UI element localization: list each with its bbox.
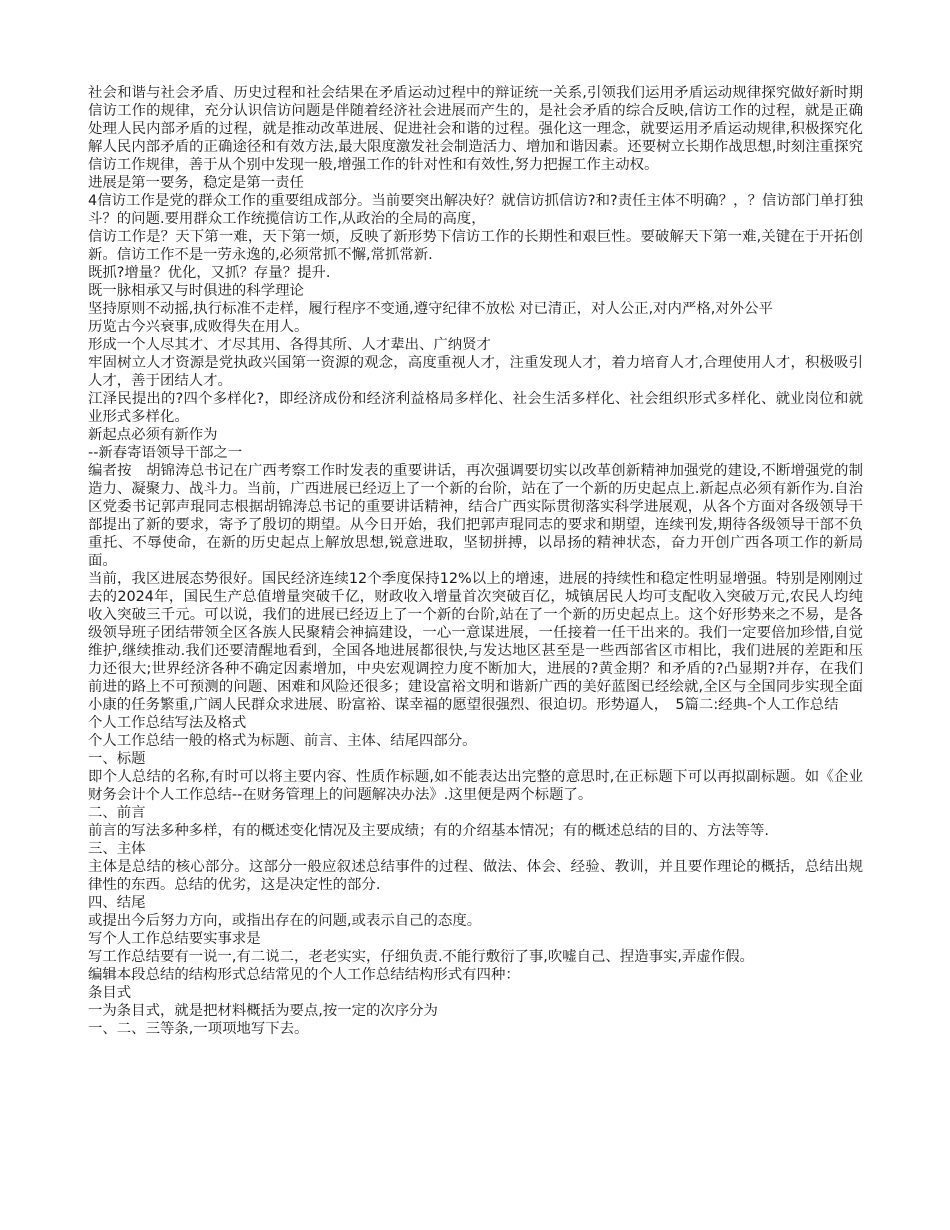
paragraph: 编辑本段总结的结构形式总结常见的个人工作总结结构形式有四种：: [88, 967, 520, 983]
paragraph: 信访工作是？天下第一难，天下第一烦，反映了新形势下信访工作的长期性和艰巨性。要破解天下第一难,关键在于开拓创新。信访工作不是一劳永逸的,必须常抓不懈,常抓常新.: [88, 229, 863, 263]
section-heading: 写个人工作总结要实事求是: [88, 931, 261, 947]
section-heading: 一、标题: [88, 751, 146, 767]
section-heading: 形成一个人尽其才、才尽其用、各得其所、人才辈出、广纳贤才: [88, 337, 491, 353]
section-heading: 条目式: [88, 985, 132, 1001]
paragraph: 江泽民提出的?四个多样化?，即经济成份和经济利益格局多样化、社会生活多样化、社会组织形式多样化、就业岗位和就业形式多样化。: [88, 391, 863, 425]
paragraph: 社会和谐与社会矛盾、历史过程和社会结果在矛盾运动过程中的辩证统一关系,引领我们运用矛盾运动规律探究做好新时期信访工作的规律，充分认识信访问题是伴随着经济社会进展而产生的，是社会矛盾的综合反映,信访工作的过程，就是正确处理人民内部矛盾的过程，就是推动改革进展、促进社会和谐的过程。强化这一理念，就要运用矛盾运动规律,积极探究化解人民内部矛盾的正确途径和有效方法,最大限度激发社会制造活力、增加和谐因素。还要树立长期作战思想,时刻注重探究信访工作规律，善于从个别中发现一般,增强工作的针对性和有效性,努力把握工作主动权。: [88, 85, 863, 173]
paragraph: 4信访工作是党的群众工作的重要组成部分。当前要突出解决好？就信访抓信访?和?责任主体不明确？，？信访部门单打独斗？的问题.要用群众工作统揽信访工作,从政治的全局的高度，: [88, 193, 863, 227]
section-heading: 四、结尾: [88, 895, 146, 911]
paragraph: 坚持原则不动摇,执行标准不走样，履行程序不变通,遵守纪律不放松 对已清正，对人公正,对内严格,对外公平: [88, 301, 773, 317]
paragraph: 既抓?增量？优化，又抓？存量？提升.: [88, 265, 331, 281]
paragraph: 历览古今兴衰事,成败得失在用人。: [88, 319, 309, 335]
paragraph: 一为条目式，就是把材料概括为要点,按一定的次序分为: [88, 1003, 438, 1019]
paragraph: 即个人总结的名称,有时可以将主要内容、性质作标题,如不能表达出完整的意思时,在正标题下可以再拟副标题。如《企业财务会计个人工作总结--在财务管理上的问题解决办法》.这里便是两个标题了。: [88, 769, 863, 803]
section-heading: 既一脉相承又与时俱进的科学理论: [88, 283, 304, 299]
paragraph: 前言的写法多种多样，有的概述变化情况及主要成绩；有的介绍基本情况；有的概述总结的目的、方法等等.: [88, 823, 769, 839]
paragraph: 主体是总结的核心部分。这部分一般应叙述总结事件的过程、做法、体会、经验、教训，并且要作理论的概括，总结出规律性的东西。总结的优劣，这是决定性的部分.: [88, 859, 863, 893]
paragraph: 写工作总结要有一说一,有二说二，老老实实，仔细负责.不能行敷衍了事,吹嘘自己、捏造事实,弄虚作假。: [88, 949, 754, 965]
paragraph: 或提出今后努力方向，或指出存在的问题,或表示自己的态度。: [88, 913, 482, 929]
section-heading: 三、主体: [88, 841, 146, 857]
article-title: 新起点必须有新作为: [88, 427, 218, 443]
section-heading: 个人工作总结写法及格式: [88, 715, 247, 731]
section-heading: 二、前言: [88, 805, 146, 821]
paragraph: 个人工作总结一般的格式为标题、前言、主体、结尾四部分。: [88, 733, 477, 749]
paragraph: 当前，我区进展态势很好。国民经济连续12个季度保持12%以上的增速，进展的持续性和稳定性明显增强。特别是刚刚过去的2024年，国民生产总值增量突破千亿，财政收入增量首次突破百亿，城镇居民人均可支配收入突破万元,农民人均纯收入突破三千元。可以说，我们的进展已经迈上了一个新的台阶,站在了一个新的历史起点上。这个好形势来之不易，是各级领导班子团结带领全区各族人民聚精会神搞建设，一心一意谋进展，一任接着一任干出来的。我们一定要倍加珍惜,自觉维护,继续推动.我们还要清醒地看到，全国各地进展都很快,与发达地区甚至是一些西部省区市相比，我们进展的差距和压力还很大;世界经济各种不确定因素增加，中央宏观调控力度不断加大，进展的?黄金期？和矛盾的?凸显期?并存，在我们前进的路上不可预测的问题、困难和风险还很多；建设富裕文明和谐新广西的美好蓝图已经绘就,全区与全国同步实现全面小康的任务繁重,广阔人民群众求进展、盼富裕、谋幸福的愿望很强烈、很迫切。形势逼人， 5篇二:经典-个人工作总结: [88, 571, 863, 713]
section-heading: 进展是第一要务，稳定是第一责任: [88, 175, 304, 191]
article-subtitle: --新春寄语领导干部之一: [88, 445, 243, 461]
paragraph: 牢固树立人才资源是党执政兴国第一资源的观念，高度重视人才，注重发现人才，着力培育人才,合理使用人才，积极吸引人才，善于团结人才。: [88, 355, 863, 389]
editor-note: 编者按 胡锦涛总书记在广西考察工作时发表的重要讲话，再次强调要切实以改革创新精神加强党的建设,不断增强党的制造力、凝聚力、战斗力。当前，广西进展已经迈上了一个新的台阶，站在了一个新的历史起点上.新起点必须有新作为.自治区党委书记郭声琨同志根据胡锦涛总书记的重要讲话精神，结合广西实际贯彻落实科学进展观，从各个方面对各级领导干部提出了新的要求，寄予了殷切的期望。从今日开始，我们把郭声琨同志的要求和期望，连续刊发,期待各级领导干部不负重托、不辱使命，在新的历史起点上解放思想,锐意进取，坚韧拼搏，以昂扬的精神状态，奋力开创广西各项工作的新局面。: [88, 463, 863, 569]
paragraph: 一、二、三等条,一项项地写下去。: [88, 1021, 309, 1037]
